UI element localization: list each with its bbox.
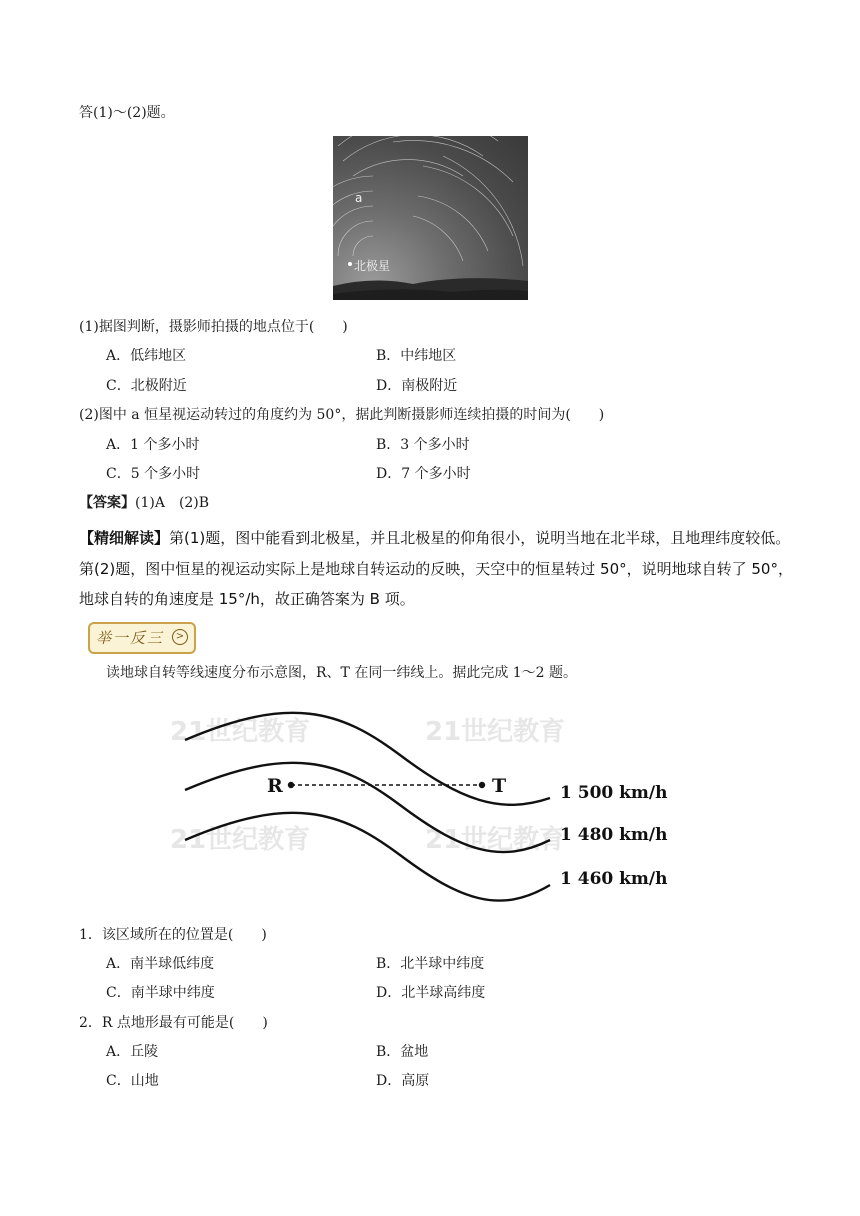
p1-stem: 1．该区域所在的位置是( ) xyxy=(79,927,267,943)
star-a-label: a xyxy=(355,191,363,205)
p1-option-c: C．南半球中纬度 xyxy=(106,985,215,1001)
q2-option-b: B．3 个多小时 xyxy=(376,437,470,453)
isoline-label-1: 1 500 km/h xyxy=(560,783,668,803)
rotation-speed-diagram xyxy=(170,700,690,910)
q2-option-c: C．5 个多小时 xyxy=(106,466,201,482)
point-t-dot xyxy=(479,782,485,788)
point-t-label: T xyxy=(492,775,507,797)
q2-option-a: A．1 个多小时 xyxy=(106,437,200,453)
explanation-label: 【精细解读】 xyxy=(79,529,170,547)
p1-option-a: A．南半球低纬度 xyxy=(106,956,215,972)
p2-option-d: D．高原 xyxy=(376,1073,430,1089)
q2-stem: (2)图中 a 恒星视运动转过的角度约为 50°，据此判断摄影师连续拍摄的时间为( ) xyxy=(79,407,605,423)
watermark-3: 21世纪教育 xyxy=(170,825,311,855)
q1-option-d: D．南极附近 xyxy=(376,378,458,394)
explanation-line-2: 第(2)题，图中恒星的视运动实际上是地球自转运动的反映，天空中的恒星转过 50°，说明地球自转了 50°， xyxy=(79,560,793,578)
stamp-text: 举一反三 xyxy=(96,629,165,647)
explanation-text-1: 第(1)题，图中能看到北极星，并且北极星的仰角很小，说明当地在北半球，且地理纬度较低。 xyxy=(169,529,791,547)
p2-option-a: A．丘陵 xyxy=(106,1044,159,1060)
p2-option-b: B．盆地 xyxy=(376,1044,429,1060)
practice-intro: 读地球自转等线速度分布示意图，R、T 在同一纬线上。据此完成 1～2 题。 xyxy=(106,665,578,681)
polaris-label: 北极星 xyxy=(354,259,391,273)
explanation-line-1 xyxy=(79,528,790,548)
p2-option-c: C．山地 xyxy=(106,1073,159,1089)
point-r-label: R xyxy=(267,775,283,797)
arrow-circle-icon: > xyxy=(172,629,188,645)
q1-stem: (1)据图判断，摄影师拍摄的地点位于( ) xyxy=(79,319,348,335)
q1-option-c: C．北极附近 xyxy=(106,378,187,394)
watermark-2: 21世纪教育 xyxy=(425,717,566,747)
intro-text: 答(1)～(2)题。 xyxy=(79,105,175,121)
answer-line xyxy=(79,493,209,513)
isoline-label-3: 1 460 km/h xyxy=(560,869,668,889)
q2-option-d: D．7 个多小时 xyxy=(376,466,471,482)
point-r-dot xyxy=(288,782,294,788)
isoline-label-2: 1 480 km/h xyxy=(560,825,668,845)
p1-option-b: B．北半球中纬度 xyxy=(376,956,485,972)
answer-label: 【答案】 xyxy=(79,495,135,511)
q1-option-a: A．低纬地区 xyxy=(106,348,187,364)
star-trails-image xyxy=(333,136,528,300)
p2-stem: 2．R 点地形最有可能是( ) xyxy=(79,1015,268,1031)
p1-option-d: D．北半球高纬度 xyxy=(376,985,486,1001)
explanation-line-3: 地球自转的角速度是 15°/h，故正确答案为 B 项。 xyxy=(79,590,415,608)
practice-stamp xyxy=(88,622,196,654)
q1-option-b: B．中纬地区 xyxy=(376,348,457,364)
star-trail-photo xyxy=(333,136,528,300)
watermark-4: 21世纪教育 xyxy=(425,825,566,855)
watermark-1: 21世纪教育 xyxy=(170,717,311,747)
isoline-diagram-svg xyxy=(170,700,690,910)
answer-text: (1)A (2)B xyxy=(135,495,210,511)
